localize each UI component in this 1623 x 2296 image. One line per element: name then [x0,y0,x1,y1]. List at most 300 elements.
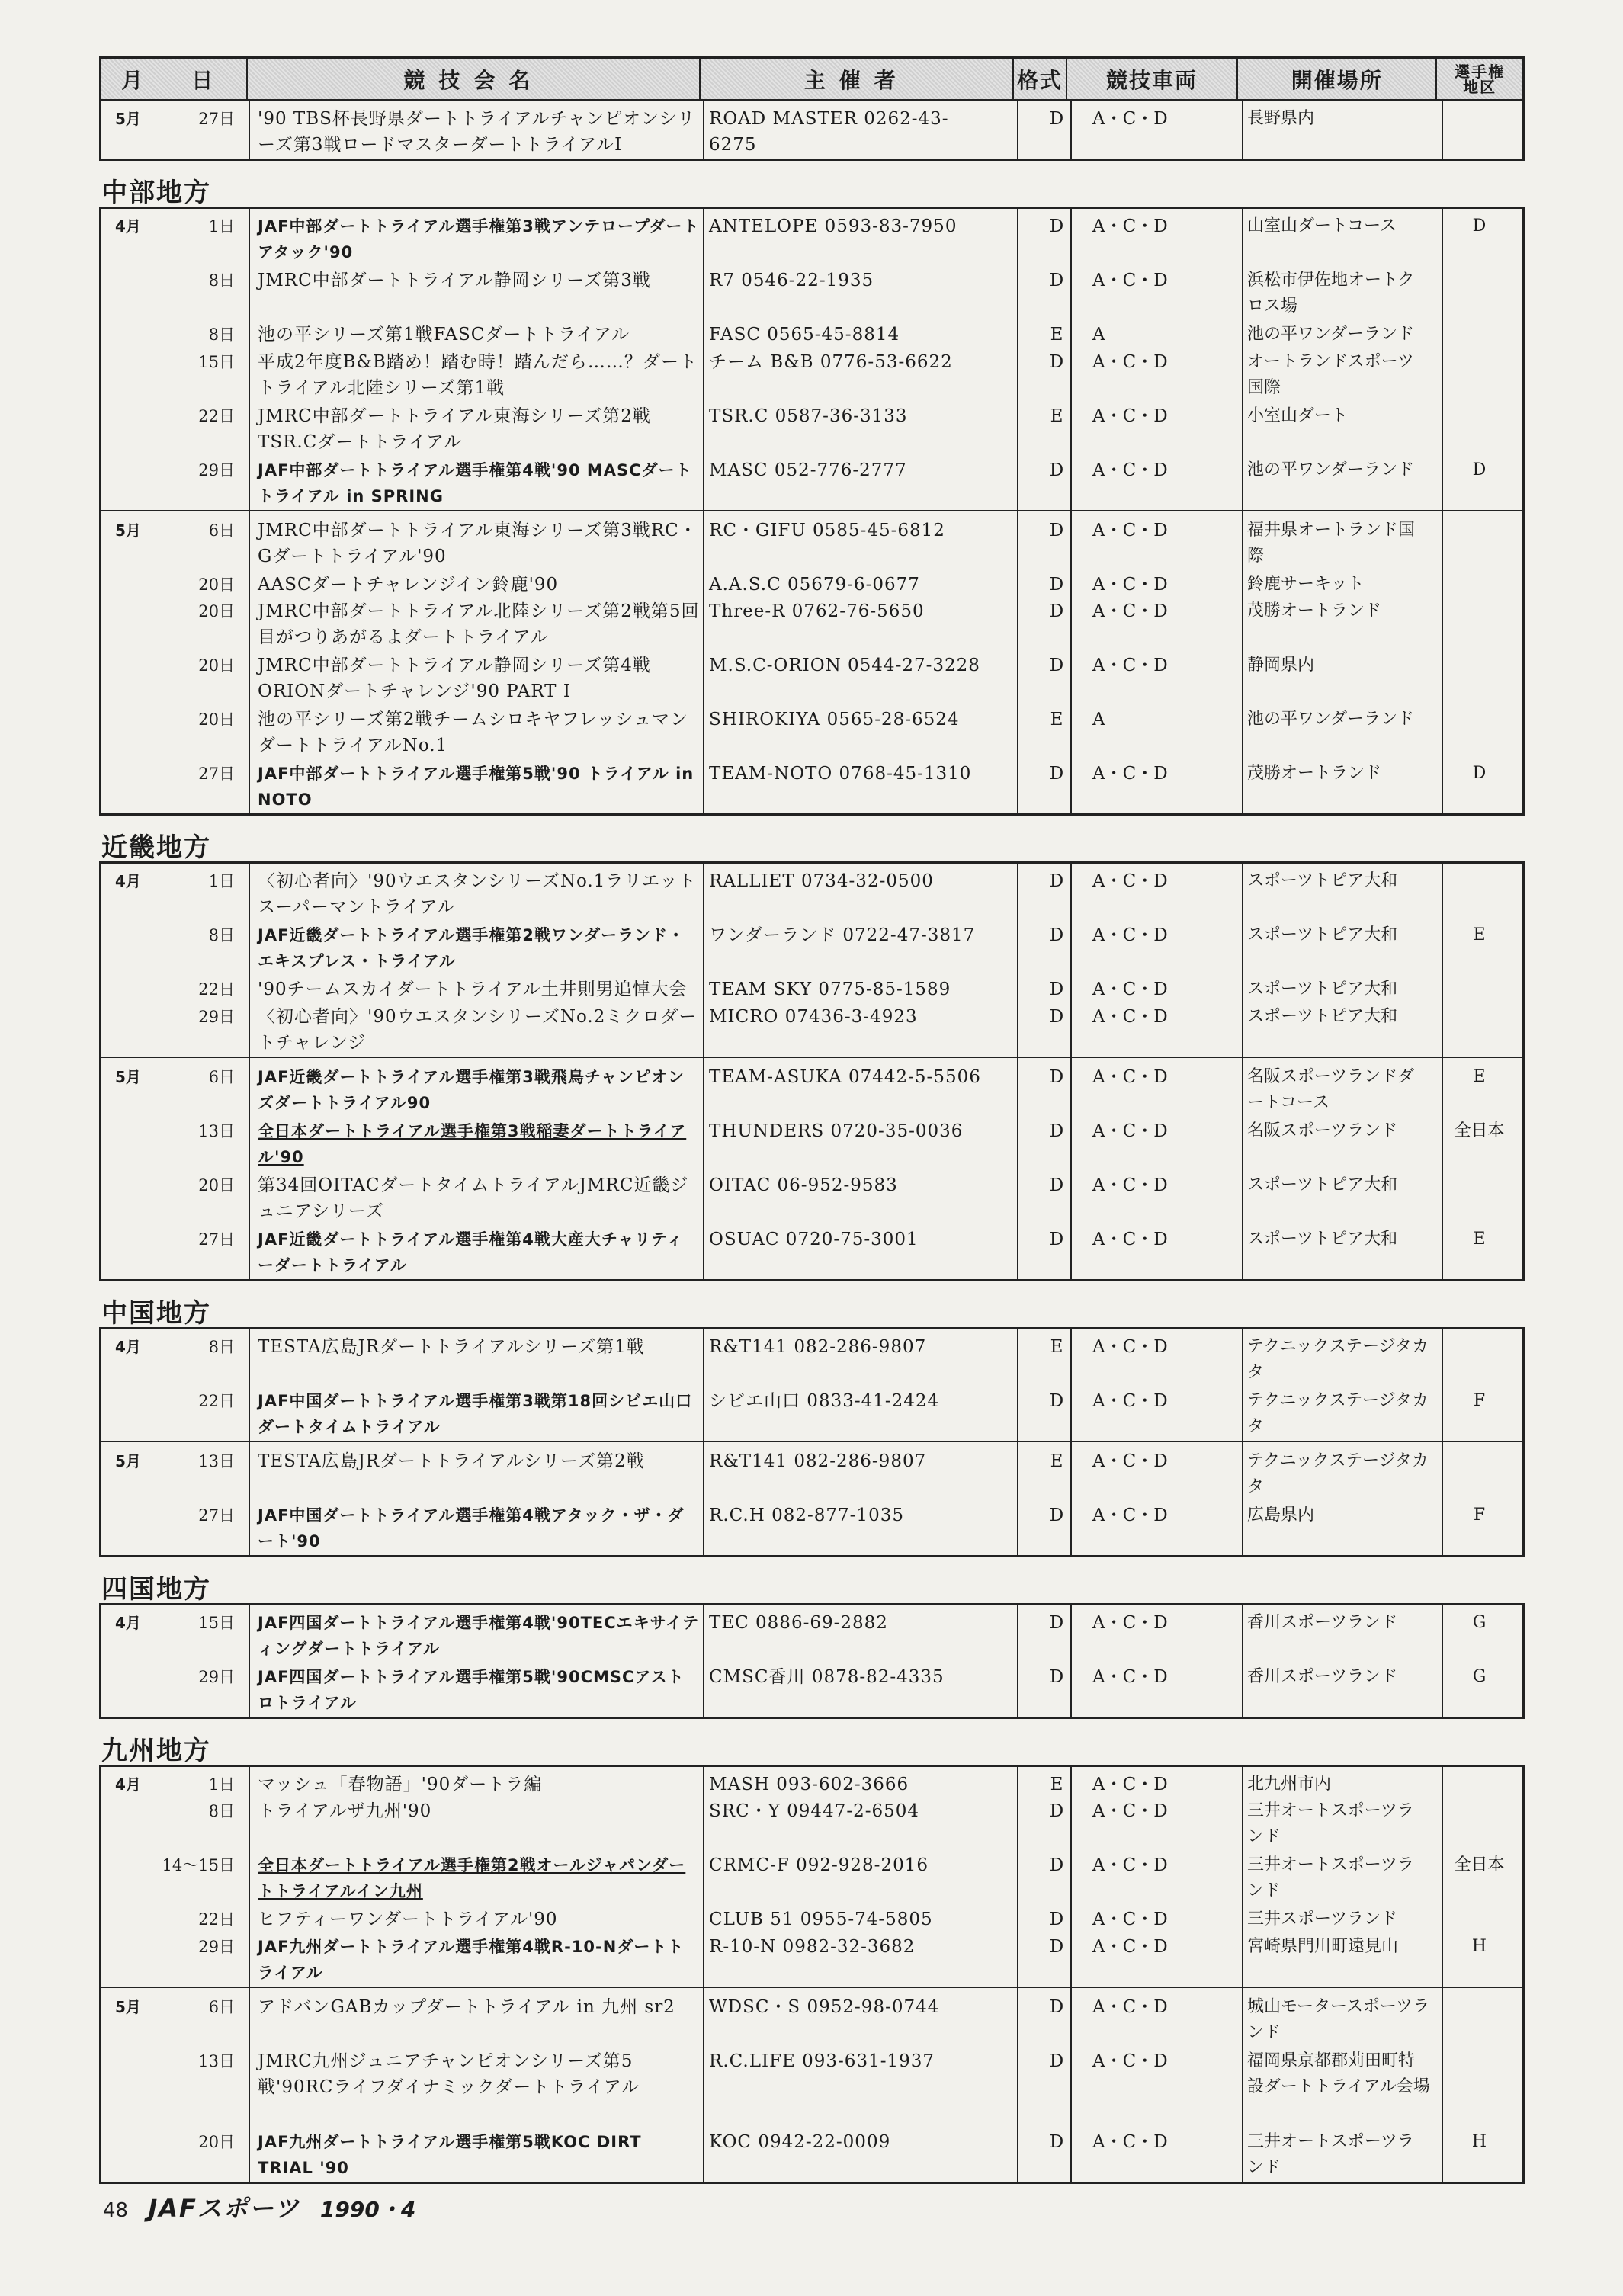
vehicle-cell: A・C・D [1092,1175,1168,1195]
table-region-4 [99,1765,1525,2185]
format-cell: D [1049,925,1064,945]
venue-cell: 香川スポーツランド [1247,1612,1398,1632]
organizer-cell: R-10-N 0982-32-3682 [709,1936,916,1957]
vehicle-cell: A・C・D [1092,1336,1168,1357]
vehicle-cell: A・C・D [1092,1229,1168,1249]
day-cell: 14〜15日 [162,1856,235,1874]
month-separator [101,1057,1522,1058]
organizer-cell: ROAD MASTER 0262-43- 6275 [709,109,949,155]
vehicle-cell: A・C・D [1092,1612,1168,1633]
organizer-cell: RALLIET 0734-32-0500 [709,871,934,891]
format-cell: D [1049,764,1064,784]
month-cell: 5月 [115,521,141,540]
venue-cell: 北九州市内 [1247,1774,1332,1794]
venue-cell: 三井オートスポーツランド [1247,1801,1414,1846]
table-region-0 [99,207,1525,816]
format-cell: D [1049,1855,1064,1875]
underlined-title: 全日本ダートトライアル選手権第3戦稲妻ダートトライアル'90 [258,1121,687,1166]
day-cell: 8日 [208,926,235,944]
format-cell: D [1049,2051,1064,2071]
event-name-cell: JMRC中部ダートトライアル東海シリーズ第2戦TSR.Cダートトライアル [258,406,651,452]
table-region-2 [99,1327,1525,1557]
format-cell: D [1049,1666,1064,1687]
column-rule [1242,209,1243,813]
format-cell: D [1049,216,1064,236]
organizer-cell: M.S.C-ORION 0544-27-3228 [709,656,980,675]
event-name-cell: JAF中部ダートトライアル選手権第5戦'90 トライアル in NOTO [258,765,694,809]
format-cell: D [1049,1936,1064,1957]
vehicle-cell: A・C・D [1092,656,1168,675]
vehicle-cell: A・C・D [1092,1390,1168,1411]
column-rule [1242,101,1243,159]
event-name-cell: JAF九州ダートトライアル選手権第4戦R-10-Nダートトライアル [258,1937,685,1982]
event-name-cell: JAF中国ダートトライアル選手権第4戦アタック・ザ・ダート'90 [258,1506,685,1550]
event-name-cell: 池の平シリーズ第2戦チームシロキヤフレッシュマンダートトライアルNo.1 [258,710,688,755]
organizer-cell: TEAM-NOTO 0768-45-1310 [709,764,972,784]
championship-cell: D [1472,764,1487,783]
column-rule [1017,864,1018,1279]
venue-cell: スポーツトピア大和 [1247,871,1398,890]
organizer-cell: SHIROKIYA 0565-28-6524 [709,710,960,730]
championship-cell: E [1473,1066,1486,1086]
day-cell: 29日 [198,460,235,479]
championship-cell: G [1472,1612,1487,1632]
day-cell: 20日 [198,710,235,729]
organizer-cell: R&T141 082-286-9807 [709,1336,927,1357]
championship-cell: H [1471,2132,1487,2151]
organizer-cell: ANTELOPE 0593-83-7950 [709,216,957,236]
day-cell: 8日 [208,1802,235,1820]
vehicle-cell: A・C・D [1092,1006,1168,1027]
vehicle-cell: A・C・D [1092,1996,1168,2017]
organizer-cell: MICRO 07436-3-4923 [709,1006,918,1027]
day-cell: 29日 [198,1007,235,1026]
event-name-cell: JMRC中部ダートトライアル静岡シリーズ第3戦 [258,271,651,290]
day-cell: 15日 [198,352,235,371]
organizer-cell: OSUAC 0720-75-3001 [709,1229,919,1249]
event-name-cell: 〈初心者向〉'90ウエスタンシリーズNo.1ラリエットスーパーマントライアル [258,871,697,917]
header-champ-line1: 選手権 [1455,62,1506,81]
format-cell: D [1049,1066,1064,1087]
event-name-cell: トライアルザ九州'90 [258,1801,432,1821]
column-rule [1017,209,1018,813]
format-cell: D [1049,351,1064,372]
day-cell: 22日 [198,406,235,425]
vehicle-cell: A・C・D [1092,1666,1168,1687]
venue-cell: テクニックステージタカタ [1247,1390,1429,1436]
page-number: 48 [103,2199,129,2222]
organizer-cell: THUNDERS 0720-35-0036 [709,1121,964,1141]
vehicle-cell: A・C・D [1092,1801,1168,1821]
event-name-cell: JAF近畿ダートトライアル選手権第3戦飛鳥チャンピオンズダートトライアル90 [258,1067,685,1112]
column-rule [1017,101,1018,159]
vehicle-cell: A・C・D [1092,271,1168,290]
column-rule [1070,1605,1072,1717]
organizer-cell: R.C.LIFE 093-631-1937 [709,2051,935,2071]
organizer-cell: Three-R 0762-76-5650 [709,601,925,621]
format-cell: D [1049,1910,1064,1929]
month-separator [101,1987,1522,1988]
vehicle-cell: A・C・D [1092,980,1168,999]
event-name-cell: TESTA広島JRダートトライアルシリーズ第1戦 [258,1336,645,1357]
event-name-cell: '90チームスカイダートトライアル土井則男追悼大会 [258,980,688,999]
day-cell: 27日 [198,765,235,783]
column-rule [249,864,250,1279]
table-header [99,56,1525,99]
vehicle-cell: A・C・D [1092,764,1168,784]
day-cell: 20日 [198,656,235,675]
venue-cell: 静岡県内 [1247,656,1315,675]
month-cell: 4月 [115,1775,141,1794]
event-name-cell: JMRC中部ダートトライアル北陸シリーズ第2戦第5回目がつりあがるよダートトライアル [258,601,700,647]
column-rule [1442,101,1443,159]
venue-cell: 池の平ワンダーランド [1247,325,1415,344]
header-champ-line2: 地区 [1463,77,1497,96]
column-rule [1242,1605,1243,1717]
venue-cell: 三井スポーツランド [1247,1910,1398,1929]
event-name-cell [258,1118,700,1170]
day-cell: 1日 [208,217,235,236]
underlined-title: 全日本ダートトライアル選手権第2戦オールジャパンダートトライアルイン九州 [258,1856,686,1900]
magazine-logo: JAFスポーツ [148,2194,300,2223]
organizer-cell: SRC・Y 09447-2-6504 [709,1801,920,1821]
day-cell: 29日 [198,1667,235,1686]
championship-cell: D [1472,216,1487,236]
venue-cell: 香川スポーツランド [1247,1666,1398,1686]
vehicle-cell: A・C・D [1092,601,1168,621]
venue-cell: 茂勝オートランド [1247,764,1382,783]
format-cell: D [1049,980,1064,999]
day-cell: 15日 [198,1613,235,1632]
organizer-cell: MASH 093-602-3666 [709,1774,909,1794]
venue-cell: テクニックステージタカタ [1247,1451,1429,1496]
vehicle-cell: A・C・D [1092,871,1168,891]
organizer-cell: A.A.S.C 05679-6-0677 [709,574,920,595]
month-cell: 4月 [115,872,141,890]
day-cell: 6日 [208,1067,235,1086]
venue-cell: オートランドスポーツ国際 [1247,351,1414,397]
format-cell: D [1049,109,1064,129]
championship-cell: E [1473,1229,1486,1249]
format-cell: D [1049,1229,1064,1249]
format-cell: D [1049,1175,1064,1195]
organizer-cell: RC・GIFU 0585-45-6812 [709,520,945,540]
column-rule [1442,1605,1443,1717]
event-name-cell: JAF四国ダートトライアル選手権第4戦'90TECエキサイティングダートトライアル [258,1613,700,1658]
vehicle-cell: A・C・D [1092,1451,1168,1471]
organizer-cell: R&T141 082-286-9807 [709,1451,927,1471]
organizer-cell: シビエ山口 0833-41-2424 [709,1390,940,1411]
event-name-cell: アドバンGABカップダートトライアル in 九州 sr2 [258,1996,675,2017]
venue-cell: 福井県オートランド国際 [1247,520,1416,566]
format-cell: D [1049,1801,1064,1821]
organizer-cell: TEAM SKY 0775-85-1589 [709,980,951,999]
day-cell: 8日 [208,271,235,290]
header-organizer: 主催者 [701,59,1014,99]
format-cell: E [1050,710,1063,730]
format-cell: D [1049,574,1064,595]
format-cell: D [1049,1505,1064,1525]
vehicle-cell: A・C・D [1092,925,1168,945]
day-cell: 22日 [198,1910,235,1929]
event-name-cell: JAF近畿ダートトライアル選手権第4戦大産大チャリティーダートトライアル [258,1230,684,1275]
day-cell: 13日 [198,1451,235,1470]
column-rule [249,1767,250,2182]
event-name-cell: JAF近畿ダートトライアル選手権第2戦ワンダーランド・エキスプレス・トライアル [258,926,685,970]
column-rule [1442,1329,1443,1555]
day-cell: 27日 [198,1506,235,1525]
venue-cell: 山室山ダートコース [1247,216,1397,236]
month-separator [101,1441,1522,1442]
format-cell: D [1049,871,1064,891]
organizer-cell: CRMC-F 092-928-2016 [709,1855,929,1875]
column-rule [1442,1767,1443,2182]
column-rule [1070,209,1072,813]
event-name-cell: '90 TBS杯長野県ダートトライアルチャンピオンシリーズ第3戦ロードマスターダートトライアルⅠ [258,109,696,155]
section-title-1: 近畿地方 [101,832,211,863]
vehicle-cell: A・C・D [1092,520,1168,540]
format-cell: E [1050,1336,1063,1357]
venue-cell: 池の平ワンダーランド [1247,460,1415,479]
championship-cell: 全日本 [1454,1855,1505,1874]
format-cell: D [1049,1390,1064,1411]
event-name-cell: JAF中部ダートトライアル選手権第4戦'90 MASCダートトライアル in SPRING [258,460,692,505]
day-cell: 20日 [198,602,235,620]
table-region-1 [99,861,1525,1281]
header-championship [1437,59,1522,99]
vehicle-cell: A・C・D [1092,1910,1168,1929]
event-name-cell: 平成2年度B&B踏め！踏む時！踏んだら……？ダートトライアル北陸シリーズ第1戦 [258,351,698,398]
day-cell: 27日 [198,110,235,128]
event-name-cell: 〈初心者向〉'90ウエスタンシリーズNo.2ミクロダートチャレンジ [258,1006,698,1053]
column-rule [1070,1767,1072,2182]
day-cell: 20日 [198,2133,235,2151]
column-rule [1070,864,1072,1279]
format-cell: D [1049,656,1064,675]
issue-date: 1990・4 [319,2197,416,2222]
vehicle-cell: A [1092,710,1105,730]
format-cell: E [1050,1451,1063,1471]
event-name-cell: AASCダートチャレンジイン鈴鹿'90 [258,574,559,595]
venue-cell: 広島県内 [1247,1505,1315,1525]
venue-cell: スポーツトピア大和 [1247,980,1398,999]
organizer-cell: TEAM-ASUKA 07442-5-5506 [709,1066,981,1087]
format-cell: D [1049,1996,1064,2017]
table-nagano [99,99,1525,161]
section-title-3: 四国地方 [101,1573,211,1605]
venue-cell: 三井オートスポーツランド [1247,1855,1414,1900]
section-title-2: 中国地方 [101,1297,211,1329]
column-rule [703,1767,704,2182]
format-cell: D [1049,520,1064,540]
header-venue: 開催場所 [1238,59,1437,99]
month-cell: 5月 [115,110,141,128]
vehicle-cell: A・C・D [1092,1855,1168,1875]
vehicle-cell: A・C・D [1092,351,1168,372]
column-rule [249,101,250,159]
day-cell: 22日 [198,1391,235,1410]
format-cell: E [1050,406,1063,426]
column-rule [1070,1329,1072,1555]
section-title-0: 中部地方 [101,178,211,208]
page-footer [103,2189,415,2224]
venue-cell: 城山モータースポーツランド [1247,1996,1430,2042]
column-rule [1017,1329,1018,1555]
vehicle-cell: A・C・D [1092,1066,1168,1087]
section-title-4: 九州地方 [101,1735,211,1766]
format-cell: D [1049,2132,1064,2152]
day-cell: 27日 [198,1230,235,1249]
day-cell: 1日 [208,872,235,890]
venue-cell: 宮崎県門川町遠見山 [1247,1936,1399,1956]
vehicle-cell: A・C・D [1092,406,1168,426]
venue-cell: 鈴鹿サーキット [1247,574,1365,594]
venue-cell: 小室山ダート [1247,406,1349,425]
venue-cell: スポーツトピア大和 [1247,1175,1398,1194]
header-format: 格式 [1014,59,1067,99]
format-cell: D [1049,1121,1064,1141]
day-cell: 1日 [208,1775,235,1794]
organizer-cell: MASC 052-776-2777 [709,460,907,480]
organizer-cell: チーム B&B 0776-53-6622 [709,351,953,372]
column-rule [1442,209,1443,813]
venue-cell: 浜松市伊佐地オートクロス場 [1247,271,1415,316]
day-cell: 20日 [198,575,235,594]
venue-cell: テクニックステージタカタ [1247,1336,1429,1382]
vehicle-cell: A・C・D [1092,574,1168,595]
format-cell: D [1049,460,1064,480]
organizer-cell: CLUB 51 0955-74-5805 [709,1910,933,1929]
vehicle-cell: A・C・D [1092,2051,1168,2071]
column-rule [249,209,250,813]
column-rule [1242,1329,1243,1555]
month-cell: 4月 [115,1613,141,1632]
column-rule [703,864,704,1279]
day-cell: 6日 [208,1997,235,2016]
organizer-cell: R.C.H 082-877-1035 [709,1505,904,1525]
column-rule [249,1329,250,1555]
column-rule [1017,1767,1018,2182]
column-rule [703,1605,704,1717]
event-name-cell: JMRC中部ダートトライアル東海シリーズ第3戦RC・Gダートトライアル'90 [258,520,698,566]
organizer-cell: WDSC・S 0952-98-0744 [709,1996,940,2017]
day-cell: 13日 [198,1121,235,1140]
event-name-cell: TESTA広島JRダートトライアルシリーズ第2戦 [258,1451,645,1471]
column-rule [703,1329,704,1555]
format-cell: E [1050,1774,1063,1794]
column-rule [249,1605,250,1717]
championship-cell: D [1472,460,1487,479]
header-date: 月 日 [101,59,248,99]
championship-cell: G [1472,1666,1487,1686]
header-vehicle: 競技車両 [1067,59,1238,99]
event-name-cell: ヒフティーワンダートトライアル'90 [258,1910,558,1929]
event-name-cell: JAF四国ダートトライアル選手権第5戦'90CMSCアストロトライアル [258,1667,685,1712]
column-rule [1442,864,1443,1279]
event-name-cell [258,1852,700,1904]
column-rule [1017,1605,1018,1717]
vehicle-cell: A・C・D [1092,216,1168,236]
venue-cell: スポーツトピア大和 [1247,1006,1398,1026]
format-cell: D [1049,1612,1064,1633]
vehicle-cell: A・C・D [1092,2132,1168,2152]
column-rule [1070,101,1072,159]
organizer-cell: CMSC香川 0878-82-4335 [709,1666,945,1687]
format-cell: E [1050,325,1063,345]
format-cell: D [1049,601,1064,621]
organizer-cell: FASC 0565-45-8814 [709,325,900,345]
month-cell: 4月 [115,1337,141,1356]
day-cell: 22日 [198,980,235,999]
vehicle-cell: A・C・D [1092,460,1168,480]
vehicle-cell: A・C・D [1092,109,1168,129]
column-rule [703,209,704,813]
venue-cell: 名阪スポーツランドダートコース [1247,1066,1415,1112]
format-cell: D [1049,271,1064,290]
vehicle-cell: A・C・D [1092,1121,1168,1141]
organizer-cell: OITAC 06-952-9583 [709,1175,898,1195]
vehicle-cell: A・C・D [1092,1505,1168,1525]
day-cell: 13日 [198,2051,235,2070]
organizer-cell: ワンダーランド 0722-47-3817 [709,925,976,945]
venue-cell: スポーツトピア大和 [1247,1229,1398,1249]
championship-cell: E [1473,925,1486,944]
day-cell: 6日 [208,521,235,540]
venue-cell: 名阪スポーツランド [1247,1121,1398,1140]
venue-cell: 茂勝オートランド [1247,601,1382,620]
vehicle-cell: A・C・D [1092,1774,1168,1794]
event-name-cell: JAF九州ダートトライアル選手権第5戦KOC DIRT TRIAL '90 [258,2133,642,2177]
championship-cell: F [1473,1390,1486,1410]
day-cell: 29日 [198,1937,235,1956]
venue-cell: 池の平ワンダーランド [1247,710,1415,729]
event-name-cell: 第34回OITACダートタイムトライアルJMRC近畿ジュニアシリーズ [258,1175,689,1221]
month-cell: 4月 [115,217,141,236]
day-cell: 20日 [198,1175,235,1194]
month-separator [101,510,1522,511]
column-rule [703,101,704,159]
event-name-cell: JMRC九州ジュニアチャンピオンシリーズ第5戦'90RCライフダイナミックダートトライアル [258,2051,640,2097]
event-name-cell: JAF中国ダートトライアル選手権第3戦第18回シビエ山口ダートタイムトライアル [258,1391,693,1436]
column-rule [1242,1767,1243,2182]
championship-cell: H [1471,1936,1487,1956]
event-name-cell: JMRC中部ダートトライアル静岡シリーズ第4戦ORIONダートチャレンジ'90 PART Ⅰ [258,656,651,701]
organizer-cell: R7 0546-22-1935 [709,271,874,290]
vehicle-cell: A・C・D [1092,1936,1168,1957]
organizer-cell: TEC 0886-69-2882 [709,1612,888,1633]
month-cell: 5月 [115,1997,141,2016]
event-name-cell: マッシュ「春物語」'90ダートラ編 [258,1774,543,1794]
organizer-cell: KOC 0942-22-0009 [709,2132,891,2152]
day-cell: 8日 [208,325,235,344]
header-event-name: 競技会名 [248,59,701,99]
venue-cell: スポーツトピア大和 [1247,925,1398,944]
table-region-3 [99,1603,1525,1719]
column-rule [1242,864,1243,1279]
event-name-cell: JAF中部ダートトライアル選手権第3戦アンテロープダートアタック'90 [258,217,700,261]
organizer-cell: TSR.C 0587-36-3133 [709,406,908,426]
vehicle-cell: A [1092,325,1105,345]
championship-cell: F [1473,1505,1486,1525]
event-name-cell: 池の平シリーズ第1戦FASCダートトライアル [258,325,630,345]
month-cell: 5月 [115,1451,141,1470]
venue-cell: 三井オートスポーツランド [1247,2132,1414,2177]
venue-cell: 長野県内 [1247,109,1315,128]
format-cell: D [1049,1006,1064,1027]
day-cell: 8日 [208,1337,235,1356]
month-cell: 5月 [115,1067,141,1086]
venue-cell: 福岡県京都郡苅田町特設ダートトライアル会場 [1247,2051,1430,2096]
